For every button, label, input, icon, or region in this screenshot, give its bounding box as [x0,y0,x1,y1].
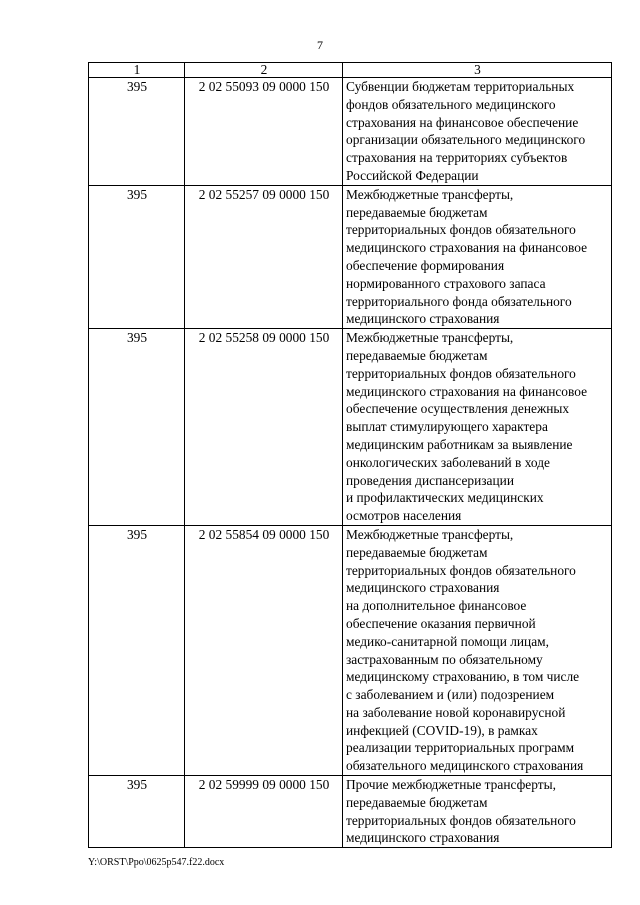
budget-classification-code-cell: 2 02 55854 09 0000 150 [185,525,343,775]
table-header-row [89,63,612,78]
revenue-name-line: Межбюджетные трансферты, [346,330,514,346]
admin-code-cell: 395 [89,185,185,328]
table-row [89,185,612,328]
table-row [89,776,612,848]
file-path-footer: Y:\ORST\Ppo\0625p547.f22.docx [88,857,225,868]
revenue-name-line: медико-санитарной помощи лицам, [346,633,549,649]
revenue-name-line: территориальных фондов обязательного [346,812,576,828]
budget-classification-code-cell: 2 02 55093 09 0000 150 [185,78,343,186]
revenue-name-line: и профилактических медицинских [346,490,544,506]
revenue-name-line: Межбюджетные трансферты, [346,186,514,202]
revenue-name-line: страхования на финансовое обеспечение [346,114,579,130]
table-row [89,78,612,186]
revenue-name-line: Российской Федерации [346,167,479,183]
budget-codes-table [88,62,612,848]
revenue-name-line: Субвенции бюджетам территориальных [346,79,575,94]
revenue-name-line: медицинским работникам за выявление [346,436,573,452]
header-cell-1: 1 [89,63,185,78]
revenue-name-line: передаваемые бюджетам [346,544,488,560]
table-row [89,525,612,775]
page-number: 7 [317,38,323,52]
admin-code-cell: 395 [89,776,185,848]
revenue-name-line: страхования на территориях субъектов [346,150,568,166]
revenue-name-line: медицинского страхования [346,311,500,327]
revenue-name-line: обеспечение оказания первичной [346,615,536,631]
revenue-name-line: проведения диспансеризации [346,472,515,488]
revenue-name-line: территориальных фондов обязательного [346,222,576,238]
revenue-name-line: медицинского страхования на финансовое [346,383,588,399]
revenue-name-line: нормированного страхового запаса [346,275,546,291]
revenue-name-line: Прочие межбюджетные трансферты, [346,777,556,793]
revenue-name-line: передаваемые бюджетам [346,204,488,220]
revenue-name-line: обеспечение формирования [346,257,505,273]
revenue-name-line: медицинскому страхованию, в том числе [346,669,580,685]
revenue-name-cell [343,525,612,775]
header-cell-2: 2 [185,63,343,78]
revenue-name-cell [343,78,612,186]
revenue-name-line: территориального фонда обязательного [346,293,572,309]
revenue-name-line: обязательного медицинского страхования [346,758,584,774]
revenue-name-line: передаваемые бюджетам [346,347,488,363]
revenue-name-line: реализации территориальных программ [346,740,575,756]
table-row [89,329,612,526]
revenue-name-line: выплат стимулирующего характера [346,419,548,435]
revenue-name-line: на заболевание новой коронавирусной [346,704,566,720]
revenue-name-line: онкологических заболеваний в ходе [346,454,550,470]
revenue-name-line: медицинского страхования [346,830,500,846]
revenue-name-line: Межбюджетные трансферты, [346,526,514,542]
revenue-name-line: организации обязательного медицинского [346,132,586,148]
budget-classification-code-cell: 2 02 55257 09 0000 150 [185,185,343,328]
revenue-name-line: медицинского страхования [346,580,500,596]
revenue-name-cell [343,776,612,848]
revenue-name-line: обеспечение осуществления денежных [346,401,570,417]
revenue-name-line: на дополнительное финансовое [346,598,527,614]
budget-classification-code-cell: 2 02 59999 09 0000 150 [185,776,343,848]
revenue-name-line: застрахованным по обязательному [346,651,543,667]
revenue-name-cell [343,185,612,328]
revenue-name-line: фондов обязательного медицинского [346,96,556,112]
revenue-name-line: медицинского страхования на финансовое [346,240,588,256]
admin-code-cell: 395 [89,78,185,186]
revenue-name-cell [343,329,612,526]
revenue-name-line: инфекцией (COVID-19), в рамках [346,722,538,738]
revenue-name-line: передаваемые бюджетам [346,794,488,810]
admin-code-cell: 395 [89,525,185,775]
revenue-name-line: осмотров населения [346,508,462,524]
revenue-name-line: с заболеванием и (или) подозрением [346,687,555,703]
header-cell-3: 3 [343,63,612,78]
revenue-name-line: территориальных фондов обязательного [346,562,576,578]
revenue-name-line: территориальных фондов обязательного [346,365,576,381]
budget-classification-code-cell: 2 02 55258 09 0000 150 [185,329,343,526]
admin-code-cell: 395 [89,329,185,526]
